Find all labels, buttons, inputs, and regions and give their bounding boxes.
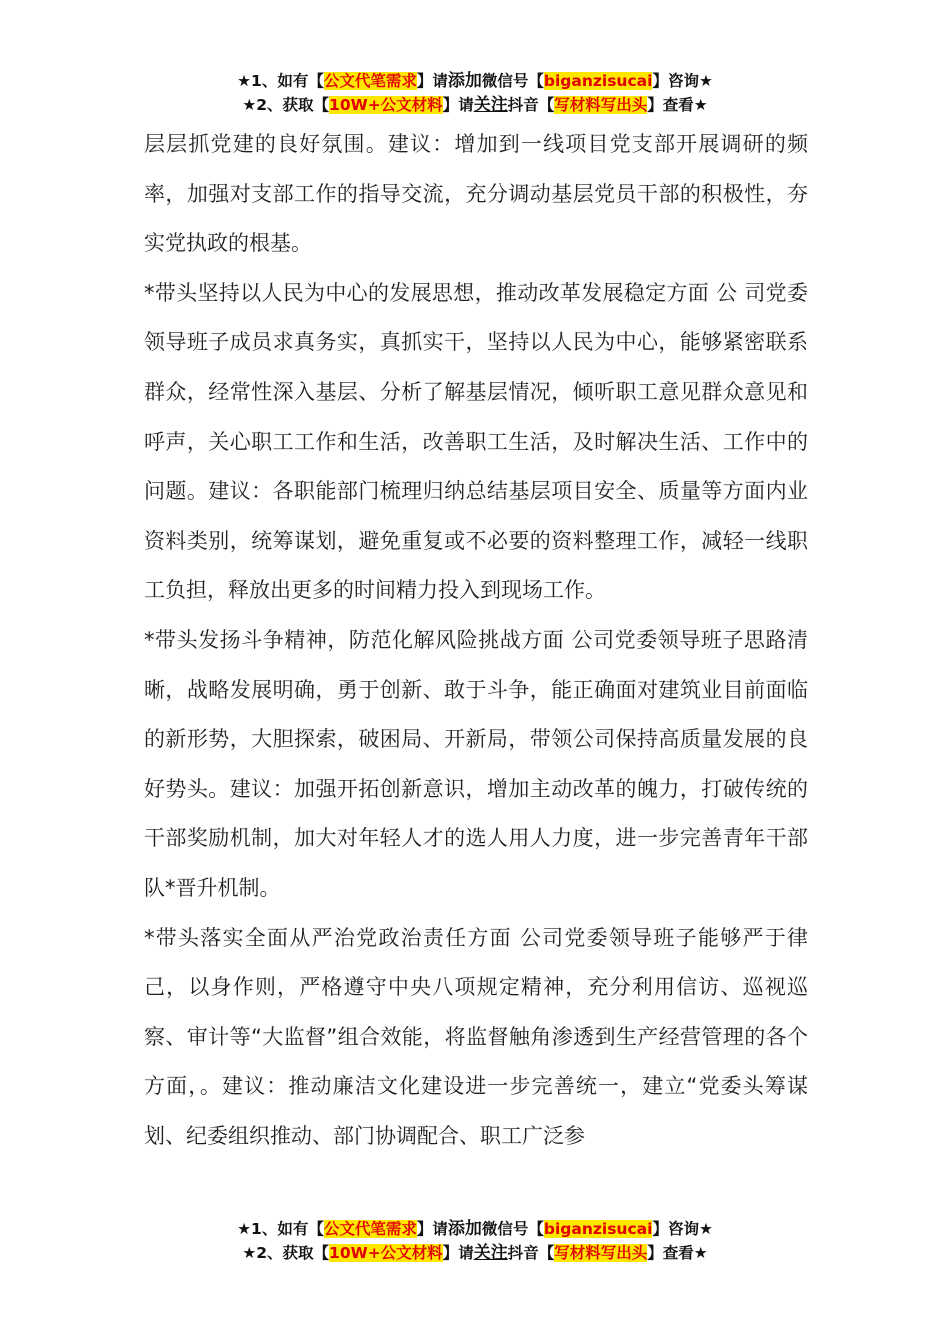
highlight-service: 公文代笔需求	[323, 1220, 417, 1238]
banner-emphasis: 添加	[447, 1219, 482, 1239]
banner-text: 】咨询★	[652, 1220, 713, 1238]
banner-text: ★1、如有【	[237, 72, 324, 90]
banner-text: 】请	[416, 1220, 448, 1238]
highlight-service: 公文代笔需求	[323, 72, 417, 90]
banner-text: ★1、如有【	[237, 1220, 324, 1238]
banner-emphasis: 关注	[473, 95, 508, 115]
paragraph: *带头坚持以人民为中心的发展思想，推动改革发展稳定方面 公 司党委领导班子成员求真务实，真抓实干，坚持以人民为中心，能够紧密联系群众，经常性深入基层、分析了解基层情况，倾听职工意见群众意见和呼声，关心职工工作和生活，改善职工生活，及时解决生活、工作中的问题。建议：各职能部门梳理归纳总结基层项目安全、质量等方面内业资料类别，统筹谋划，避免重复或不必要的资料整理工作，减轻一线职工负担，释放出更多的时间精力投入到现场工作。	[144, 280, 808, 603]
banner-line-1	[0, 69, 950, 93]
paragraph: *带头发扬斗争精神，防范化解风险挑战方面 公司党委领导班子思路清晰，战略发展明确，勇于创新、敢于斗争，能正确面对建筑业目前面临的新形势，大胆探索，破困局、开新局，带领公司保持高质量发展的良好势头。建议：加强开拓创新意识，增加主动改革的魄力，打破传统的干部奖励机制，加大对年轻人才的选人用人力度，进一步完善青年干部队*晋升机制。	[144, 627, 808, 900]
banner-line-2	[0, 1241, 950, 1265]
banner-line-1	[0, 1217, 950, 1241]
banner-emphasis: 关注	[473, 1243, 508, 1263]
banner-text: 】查看★	[647, 1244, 708, 1262]
header-banner	[0, 69, 950, 117]
banner-text: 微信号【	[481, 1220, 544, 1238]
banner-line-2	[0, 93, 950, 117]
highlight-wechat-id: biganzisucai	[543, 1220, 653, 1238]
paragraph: *带头落实全面从严治党政治责任方面 公司党委领导班子能够严于律己，以身作则，严格遵守中央八项规定精神，充分利用信访、巡视巡察、审计等“大监督”组合效能，将监督触角渗透到生产经营管理的各个方面，。建议：推动廉洁文化建设进一步完善统一，建立“党委头筹谋划、纪委组织推动、部门协调配合、职工广泛参	[144, 925, 808, 1148]
banner-text: 微信号【	[481, 72, 544, 90]
highlight-materials: 10W+公文材料	[329, 1244, 443, 1262]
banner-emphasis: 添加	[447, 71, 482, 91]
highlight-wechat-id: biganzisucai	[543, 72, 653, 90]
banner-text: ★2、获取【	[242, 96, 330, 114]
highlight-materials: 10W+公文材料	[329, 96, 443, 114]
banner-text: 】咨询★	[652, 72, 713, 90]
document-body	[144, 120, 808, 1161]
banner-text: 抖音【	[507, 1244, 555, 1262]
banner-text: 】查看★	[647, 96, 708, 114]
banner-text: 】请	[416, 72, 448, 90]
paragraph: 层层抓党建的良好氛围。建议：增加到一线项目党支部开展调研的频率，加强对支部工作的指导交流，充分调动基层党员干部的积极性，夯实党执政的根基。	[144, 132, 808, 256]
footer-banner	[0, 1217, 950, 1265]
banner-text: ★2、获取【	[242, 1244, 330, 1262]
banner-text: 】请	[442, 96, 474, 114]
highlight-douyin: 写材料写出头	[554, 1244, 648, 1262]
banner-text: 】请	[442, 1244, 474, 1262]
highlight-douyin: 写材料写出头	[554, 96, 648, 114]
banner-text: 抖音【	[507, 96, 555, 114]
